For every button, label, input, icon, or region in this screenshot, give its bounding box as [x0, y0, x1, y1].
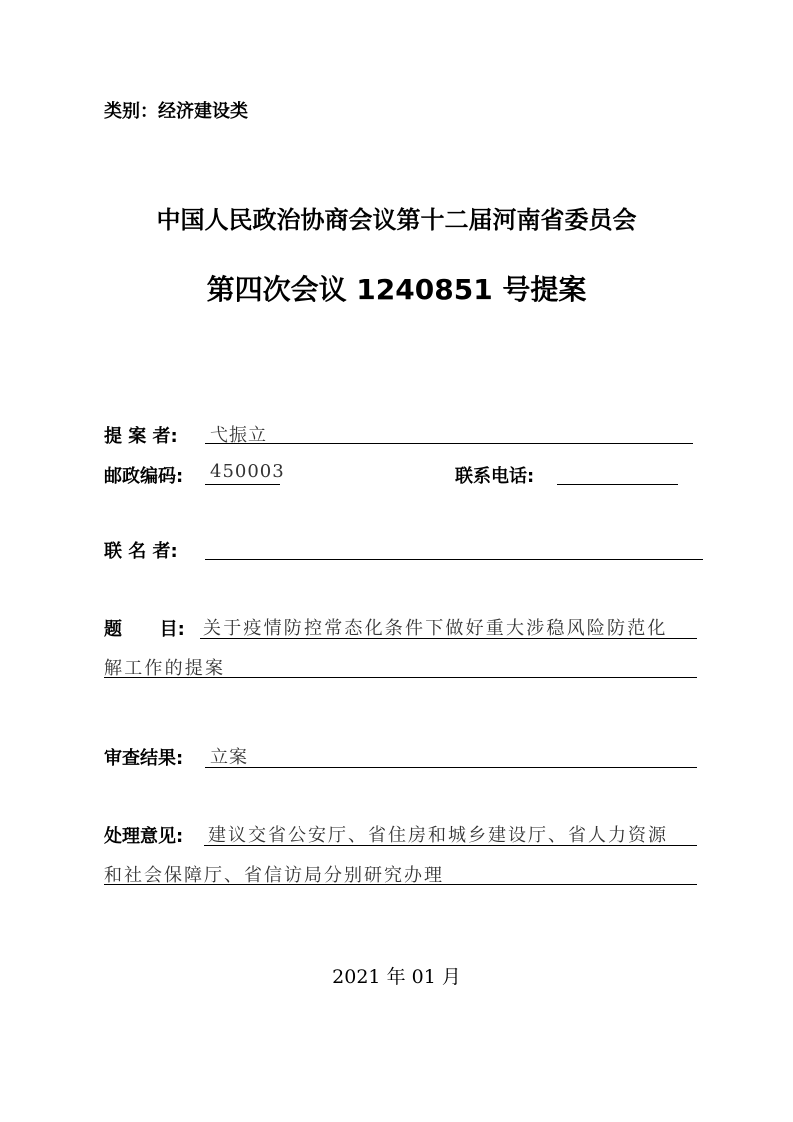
cosigners-label: 联 名 者:: [104, 541, 178, 562]
postcode-underline: [205, 484, 280, 485]
opinion-underline-2: [104, 884, 697, 885]
phone-underline: [557, 484, 678, 485]
cosigners-underline: [205, 559, 703, 560]
review-value: 立案: [210, 747, 248, 768]
category-label: 类别：经济建设类: [104, 101, 248, 122]
subject-line2: 解工作的提案: [104, 658, 226, 679]
review-label: 审查结果:: [104, 748, 184, 769]
opinion-underline-1: [204, 845, 697, 846]
subject-underline-1: [200, 638, 697, 639]
opinion-line1: 建议交省公安厅、省住房和城乡建设厅、省人力资源: [208, 825, 668, 846]
opinion-label: 处理意见:: [104, 826, 184, 847]
proposer-underline: [205, 443, 693, 444]
postcode-value: 450003: [210, 461, 285, 482]
opinion-line2: 和社会保障厅、省信访局分别研究办理: [104, 865, 444, 886]
phone-label: 联系电话:: [455, 466, 535, 487]
proposer-value: 弋振立: [210, 425, 267, 446]
document-date: 2021 年 01 月: [332, 966, 461, 988]
review-underline: [205, 767, 697, 768]
document-title-line1: 中国人民政治协商会议第十二届河南省委员会: [156, 206, 637, 234]
subject-label: 题 目:: [104, 619, 185, 640]
subject-underline-2: [104, 677, 697, 678]
postcode-label: 邮政编码:: [104, 466, 184, 487]
document-title-line2: 第四次会议 1240851 号提案: [206, 273, 587, 306]
proposer-label: 提 案 者:: [104, 426, 178, 447]
subject-line1: 关于疫情防控常态化条件下做好重大涉稳风险防范化: [203, 618, 668, 639]
